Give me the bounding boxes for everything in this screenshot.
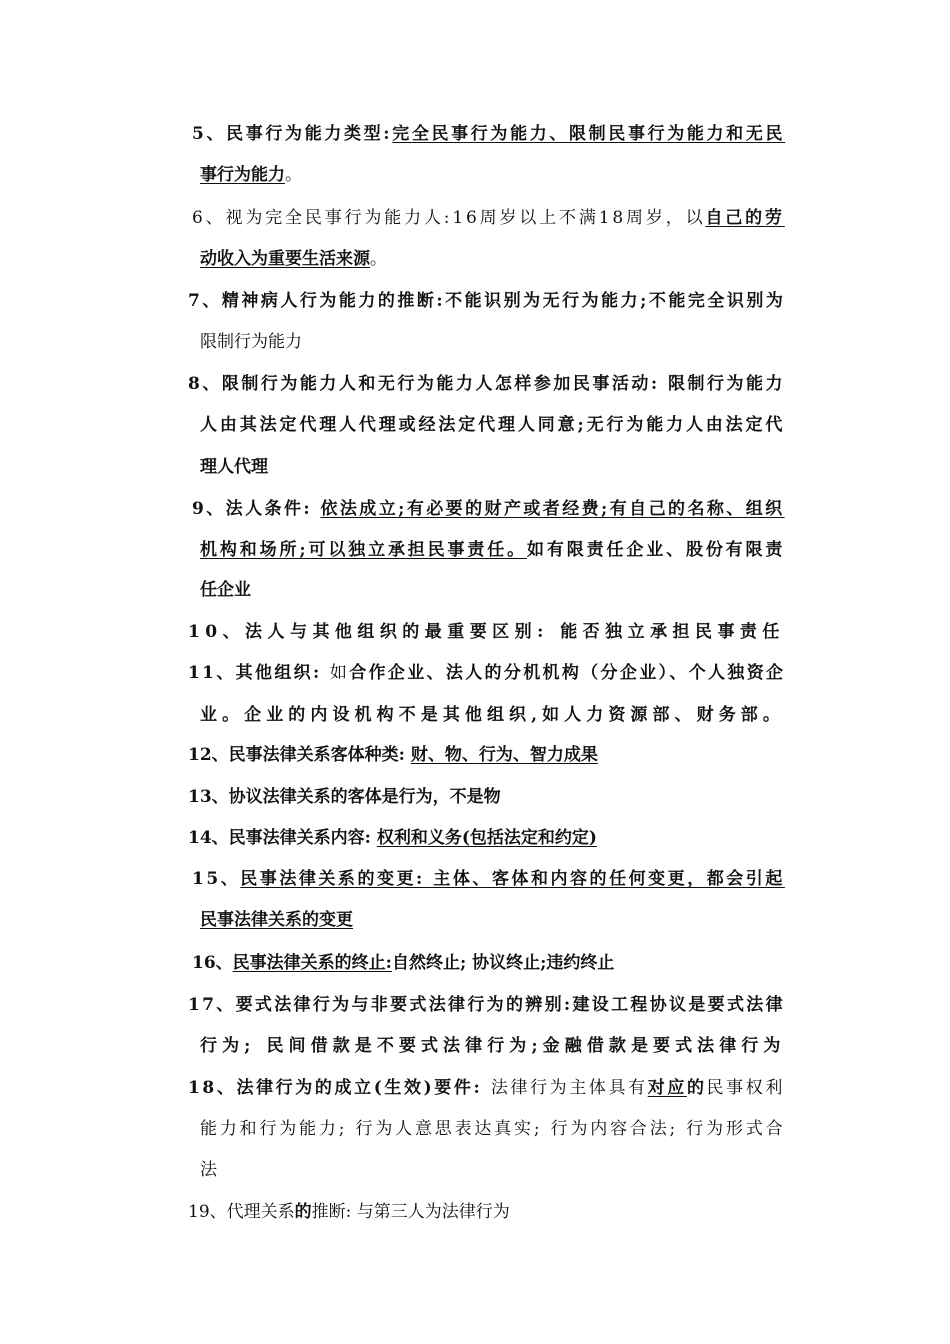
underlined-text: 动收入为重要生活来源 (200, 249, 370, 269)
underlined-text: 依法成立;有必要的财产或者经费;有自己的名称、组织 (320, 499, 785, 519)
text-segment: 8、限制行为能力人和无行为能力人怎样参加民事活动: 限制行为能力 (188, 374, 786, 394)
text-segment: 理人代理 (200, 457, 268, 477)
text-segment: 7、精神病人行为能力的推断:不能识别为无行为能力;不能完全识别为 (188, 291, 786, 311)
underlined-text: 完全民事行为能力、限制民事行为能力和无民 (392, 124, 786, 144)
text-line (200, 1158, 217, 1182)
text-segment: 。 (370, 249, 387, 269)
text-segment: 行为; 民间借款是不要式法律行为;金融借款是要式法律行为 (200, 1036, 786, 1056)
text-segment: 的 (294, 1202, 312, 1222)
text-segment: 如 (329, 663, 350, 683)
underlined-text: 机构和场所;可以独立承担民事责任。 (200, 540, 528, 560)
text-segment: 民事权利 (706, 1078, 785, 1098)
text-line (192, 497, 785, 521)
text-segment: 14、民事法律关系内容: (188, 828, 377, 848)
underlined-text: 事行为能力 (200, 165, 285, 185)
text-segment: 法 (200, 1160, 217, 1180)
text-line (200, 908, 353, 932)
text-segment: 19、代理关系 (188, 1202, 295, 1222)
text-line (192, 122, 785, 146)
text-segment: 16、 (192, 953, 233, 973)
text-line (188, 1076, 785, 1100)
text-line (200, 330, 302, 354)
text-segment: 合作企业、法人的分机机构（分企业）、个人独资企 (349, 663, 786, 683)
text-segment: 业。企业的内设机构不是其他组织,如人力资源部、财务部。 (200, 705, 785, 725)
underlined-text: 民事法律关系的变更: 主体、客体和内容的任何变更，都会引起 (240, 869, 785, 889)
text-line (200, 538, 785, 562)
text-line (188, 743, 598, 767)
text-segment: 5、民事行为能力类型: (192, 124, 393, 144)
text-line (188, 826, 597, 850)
text-segment: 人由其法定代理人代理或经法定代理人同意;无行为能力人由法定代 (200, 415, 786, 435)
text-line (188, 993, 785, 1017)
text-line (200, 1034, 785, 1058)
underlined-text: 民事法律关系的终止: (232, 953, 392, 973)
text-line (188, 372, 785, 396)
text-line (200, 1117, 785, 1141)
text-segment: 17、要式法律行为与非要式法律行为的辨别:建设工程协议是要式法律 (188, 995, 785, 1015)
text-segment: 9、法人条件: (192, 499, 321, 519)
underlined-text: 财、物、行为、智力成果 (410, 745, 598, 765)
text-line (188, 620, 785, 644)
text-line (200, 163, 302, 187)
text-segment: 如有限责任企业、股份有限责 (527, 540, 786, 560)
text-segment: 任企业 (200, 580, 251, 600)
text-line (188, 785, 501, 809)
text-segment: 6、视为完全民事行为能力人:16周岁以上不满18周岁，以 (192, 208, 706, 228)
text-line (192, 867, 785, 891)
text-line (200, 455, 268, 479)
text-segment: 能力和行为能力; 行为人意思表达真实; 行为内容合法; 行为形式合 (200, 1119, 786, 1139)
text-segment: 11、其他组织: (188, 663, 330, 683)
text-line (192, 951, 614, 975)
text-segment: 10、法人与其他组织的最重要区别: 能否独立承担民事责任 (188, 622, 785, 642)
text-segment: 15、 (192, 869, 241, 889)
text-segment: 法律行为主体具有 (490, 1078, 648, 1098)
text-segment: 12、民事法律关系客体种类: (188, 745, 411, 765)
text-segment: 推断: 与第三人为法律行为 (311, 1202, 510, 1222)
text-segment: 13、协议法律关系的客体是行为，不是物 (188, 787, 501, 807)
text-line (200, 413, 785, 437)
text-line (192, 206, 785, 230)
underlined-text: 自己的劳 (705, 208, 785, 228)
underlined-text: 民事法律关系的变更 (200, 910, 353, 930)
text-line (200, 247, 387, 271)
text-segment: 。 (285, 165, 302, 185)
text-segment: 限制行为能力 (200, 332, 302, 352)
text-segment: 自然终止; 协议终止;违约终止 (391, 953, 615, 973)
text-segment: 的 (686, 1078, 707, 1098)
text-line (188, 1200, 510, 1224)
text-line (188, 289, 785, 313)
text-line (200, 703, 785, 727)
underlined-text: 权利和义务(包括法定和约定) (376, 828, 597, 848)
underlined-text: 对应 (647, 1078, 687, 1098)
text-line (188, 661, 785, 685)
text-segment: 18、法律行为的成立(生效)要件: (188, 1078, 491, 1098)
text-line (200, 578, 251, 602)
